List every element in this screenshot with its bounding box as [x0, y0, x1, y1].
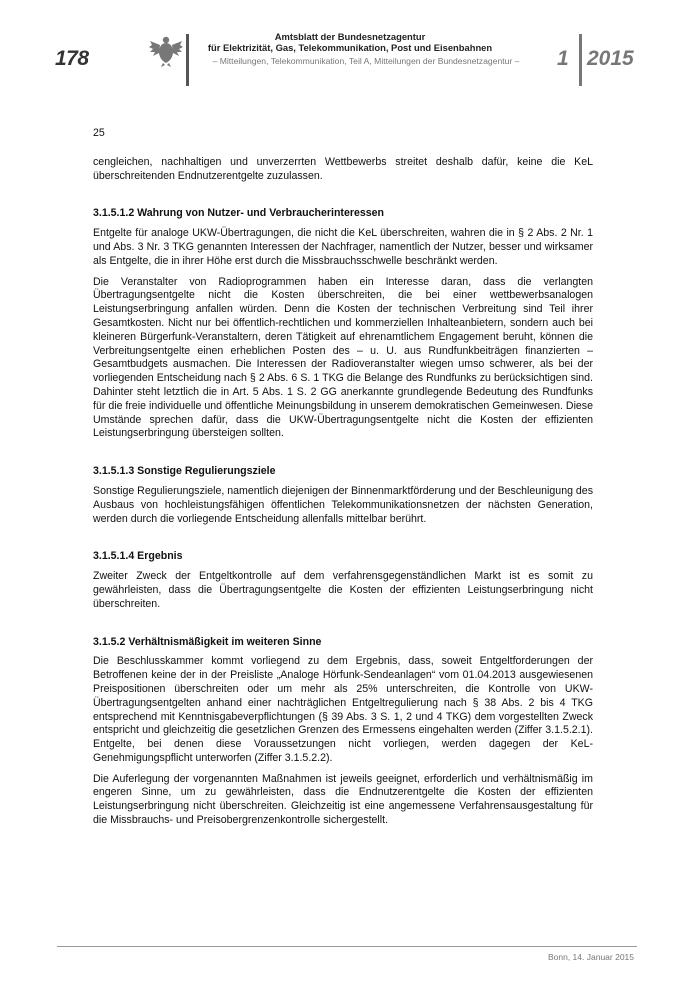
document-body [93, 127, 593, 835]
header-page-number: 178 [55, 47, 89, 70]
section-paragraph: Die Beschlusskammer kommt vorliegend zu dem Ergebnis, dass, soweit Entgeltforderungen der Betroffenen keine der in der Preisliste „Analoge Hörfunk-Sendeanlagen“ vom 01.04.2013 ausgewiesenen Preispositionen überschreiten oder um mehr als 25% unterschreiten, die Kontrolle von UKW-Übertragungsentgelten anhand einer nachträglichen Entgeltregulierung nach § 38 Abs. 2 bis 4 TKG entsprechend mit Kenntnisgabeverpflichtungen (§ 39 Abs. 3 S. 1, 2 und 4 TKG) dem vorgestellten Zweck entspricht und gleichzeitig die gesetzlichen Grenzen des Ermessens eingehalten werden (Ziffer 3.1.5.2.1). Entgelte, bei denen diese Voraussetzungen nicht vorliegen, werden dagegen der KeL-Genehmigungspflicht unterworfen (Ziffer 3.1.5.2.2). [93, 655, 593, 764]
section-paragraph: Die Auferlegung der vorgenannten Maßnahmen ist jeweils geeignet, erforderlich und verhältnismäßig im engeren Sinne, um zu gewährleisten, dass die Endnutzerentgelte die Kosten der effizienten Leistungserbringung nicht überschreiten. Gleichzeitig ist eine angemessene Verfahrensausgestaltung für die Missbrauchs- und Preisobergrenzenkontrolle sichergestellt. [93, 772, 593, 827]
page-header [0, 0, 700, 95]
intro-paragraph: cengleichen, nachhaltigen und unverzerrten Wettbewerbs streitet deshalb dafür, keine die KeL überschreitenden Endnutzerentgelte zuzulassen. [93, 155, 593, 182]
publication-subtitle: – Mitteilungen, Telekommunikation, Teil A, Mitteilungen der Bundesnetzagentur – [212, 56, 520, 66]
section-paragraph: Entgelte für analoge UKW-Übertragungen, die nicht die KeL überschreiten, wahren die in § 2 Abs. 2 Nr. 1 und Abs. 3 Nr. 3 TKG genannten Interessen der Nachfrager, namentlich der Nutzer, besser und wirksamer als Entgelte, die in ihrer Höhe erst durch die Missbrauchsschwelle beschränkt werden. [93, 227, 593, 267]
section-paragraph: Die Veranstalter von Radioprogrammen haben ein Interesse daran, dass die verlangten Übertragungsentgelte nicht die Kosten überschreiten, die bei einer wettbewerbsanalogen Leistungserbringung anfallen würden. Denn die Kosten der technischen Verbreitung sind Teil ihrer Gesamtkosten. Nicht nur bei öffentlich-rechtlichen und kommerziellen Inhalteanbietern, sondern auch bei kleineren Bürgerfunk-Veranstaltern, deren Tätigkeit auf ehrenamtlichem Engagement beruht, können die Verbreitungsentgelte einen erheblichen Posten des – u. U. aus Rundfunkbeiträgen finanzierten – Gesamtbudgets ausmachen. Die Interessen der Radioveranstalter wiegen umso schwerer, als bei der vorliegenden Entscheidung nach § 2 Abs. 6 S. 1 TKG die Belange des Rundfunks zu berücksichtigen sind. Dahinter steht letztlich die in Art. 5 Abs. 1 S. 2 GG anerkannte grundlegende Bedeutung des Rundfunks für die freie individuelle und öffentliche Meinungsbildung in unserem demokratischen Gemeinwesen. Diese Umstände sprechen dafür, dass die UKW-Übertragungsentgelte nicht die Kosten der effizienten Leistungserbringung übersteigen sollten. [93, 275, 593, 440]
section-paragraph: Sonstige Regulierungsziele, namentlich diejenigen der Binnenmarktförderung und der Beschleunigung des Ausbaus von hochleistungsfähigen öffentlichen Telekommunikationsnetzen der nächsten Generation, werden durch die vorliegende Entscheidung allenfalls mittelbar berührt. [93, 484, 593, 525]
issue-divider [579, 34, 582, 86]
footer-date: Bonn, 14. Januar 2015 [547, 952, 634, 962]
publication-title-line2: für Elektrizität, Gas, Telekommunikation, Post und Eisenbahnen [207, 42, 493, 53]
publication-title-line1: Amtsblatt der Bundesnetzagentur [274, 31, 426, 42]
issue-year: 2015 [587, 47, 634, 70]
section-heading: 3.1.5.2 Verhältnismäßigkeit im weiteren Sinne [93, 635, 322, 648]
publication-title [190, 31, 510, 53]
header-divider [186, 34, 189, 86]
section-heading: 3.1.5.1.4 Ergebnis [93, 550, 183, 563]
issue-number: 1 [557, 47, 569, 70]
section-heading: 3.1.5.1.2 Wahrung von Nutzer- und Verbraucherinteressen [93, 207, 385, 220]
section-heading: 3.1.5.1.3 Sonstige Regulierungsziele [93, 465, 276, 478]
document-page-number: 25 [93, 127, 105, 139]
section-paragraph: Zweiter Zweck der Entgeltkontrolle auf dem verfahrensgegenständlichen Markt ist es somit zu gewährleisten, dass die Übertragungsentgelte die Kosten der effizienten Leistungserbringung nicht überschreiten. [93, 570, 593, 610]
footer-divider [57, 946, 637, 947]
federal-eagle-icon [148, 32, 184, 68]
